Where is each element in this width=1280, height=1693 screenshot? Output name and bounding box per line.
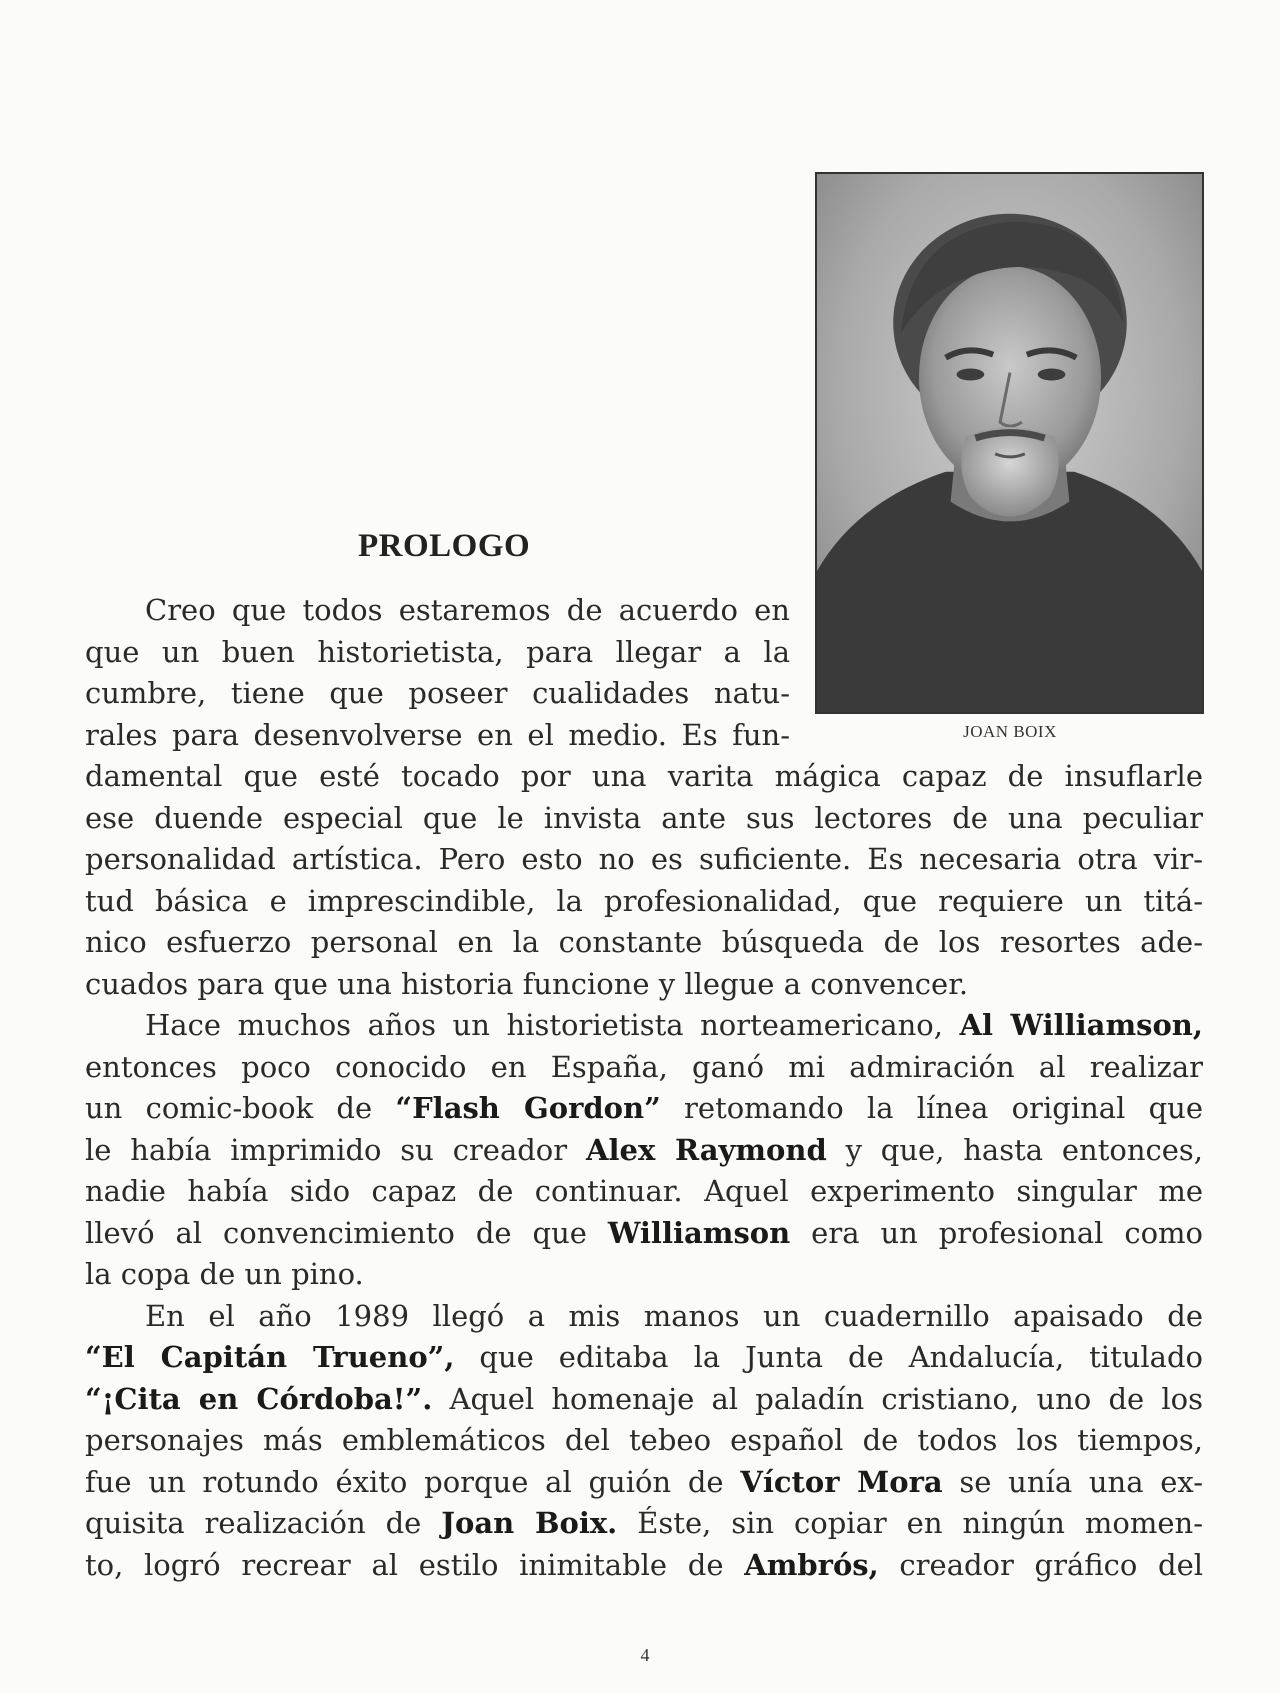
text-run: fue un rotundo éxito porque al guión de — [85, 1464, 724, 1499]
text-line: cumbre, tiene que poseer cualidades natu- — [85, 676, 790, 710]
text-line: cuados para que una historia funcione y llegue a convencer. — [85, 966, 969, 1001]
author-name: Williamson — [607, 1215, 791, 1250]
text-line: nadie había sido capaz de continuar. Aquel experimento singular me — [85, 1174, 1203, 1208]
text-run: Aquel homenaje al paladín cristiano, uno de los — [449, 1381, 1204, 1416]
text-line: personalidad artística. Pero esto no es suficiente. Es necesaria otra vir- — [85, 842, 1203, 876]
text-line: tud básica e imprescindible, la profesionalidad, que requiere un titá- — [85, 883, 1203, 918]
photo-caption: JOAN BOIX — [963, 722, 1057, 741]
text-line: rales para desenvolverse en el medio. Es fun- — [85, 717, 790, 752]
text-run: quisita realización de — [85, 1506, 422, 1540]
author-name: Víctor Mora — [740, 1464, 943, 1499]
text-line — [85, 1379, 1203, 1421]
text-line: nico esfuerzo personal en la constante búsqueda de los resortes ade- — [85, 925, 1203, 959]
text-line: que un buen historietista, para llegar a la — [85, 634, 790, 669]
text-run: creador gráfico del — [899, 1547, 1204, 1582]
page-number: 4 — [640, 1645, 650, 1665]
text-run: se unía una ex- — [959, 1464, 1204, 1499]
author-name: Joan Boix. — [441, 1506, 618, 1540]
text-line: Creo que todos estaremos de acuerdo en — [145, 593, 790, 627]
text-run: llevó al convencimiento de que — [85, 1215, 587, 1250]
text-line: ese duende especial que le invista ante sus lectores de una peculiar — [85, 800, 1203, 835]
text-run: Hace muchos años un historietista norteamericano, — [145, 1008, 943, 1042]
text-run: y que, hasta entonces, — [845, 1132, 1204, 1167]
author-name: Alex Raymond — [585, 1132, 827, 1167]
text-line — [85, 1213, 1203, 1255]
text-line: entonces poco conocido en España, ganó mi admiración al realizar — [85, 1049, 1203, 1084]
text-run: era un profesional como — [811, 1215, 1203, 1250]
text-run: que editaba la Junta de Andalucía, titulado — [479, 1340, 1203, 1374]
portrait-photo — [815, 172, 1204, 714]
text-line — [85, 1503, 1203, 1545]
paragraph-1-narrow — [85, 590, 790, 756]
text-line — [85, 1545, 1203, 1587]
text-line — [85, 1337, 1203, 1379]
portrait-photo-image — [817, 174, 1202, 712]
comic-title: “El Capitán Trueno”, — [85, 1340, 455, 1374]
page-title: PROLOGO — [358, 528, 531, 564]
text-line — [85, 1130, 1203, 1172]
text-run: un comic-book de — [85, 1091, 373, 1125]
text-run: to, logró recrear al estilo inimitable de — [85, 1547, 724, 1582]
text-line: personajes más emblemáticos del tebeo español de todos los tiempos, — [85, 1423, 1203, 1457]
text-run: le había imprimido su creador — [85, 1132, 568, 1167]
text-run: Éste, sin copiar en ningún momen- — [637, 1506, 1204, 1540]
author-name: Ambrós, — [744, 1547, 879, 1582]
text-line: damental que esté tocado por una varita mágica capaz de insuflarle — [85, 759, 1203, 793]
author-name: Al Williamson, — [959, 1008, 1203, 1042]
text-line: la copa de un pino. — [85, 1257, 364, 1291]
text-run: retomando la línea original que — [684, 1091, 1203, 1125]
text-line — [85, 1462, 1203, 1504]
text-line — [85, 1005, 1203, 1047]
text-line: En el año 1989 llegó a mis manos un cuadernillo apaisado de — [145, 1298, 1203, 1333]
text-line — [85, 1088, 1203, 1130]
comic-title: “¡Cita en Córdoba!”. — [85, 1381, 433, 1416]
body-text — [85, 756, 1203, 1586]
comic-title: “Flash Gordon” — [395, 1091, 661, 1125]
